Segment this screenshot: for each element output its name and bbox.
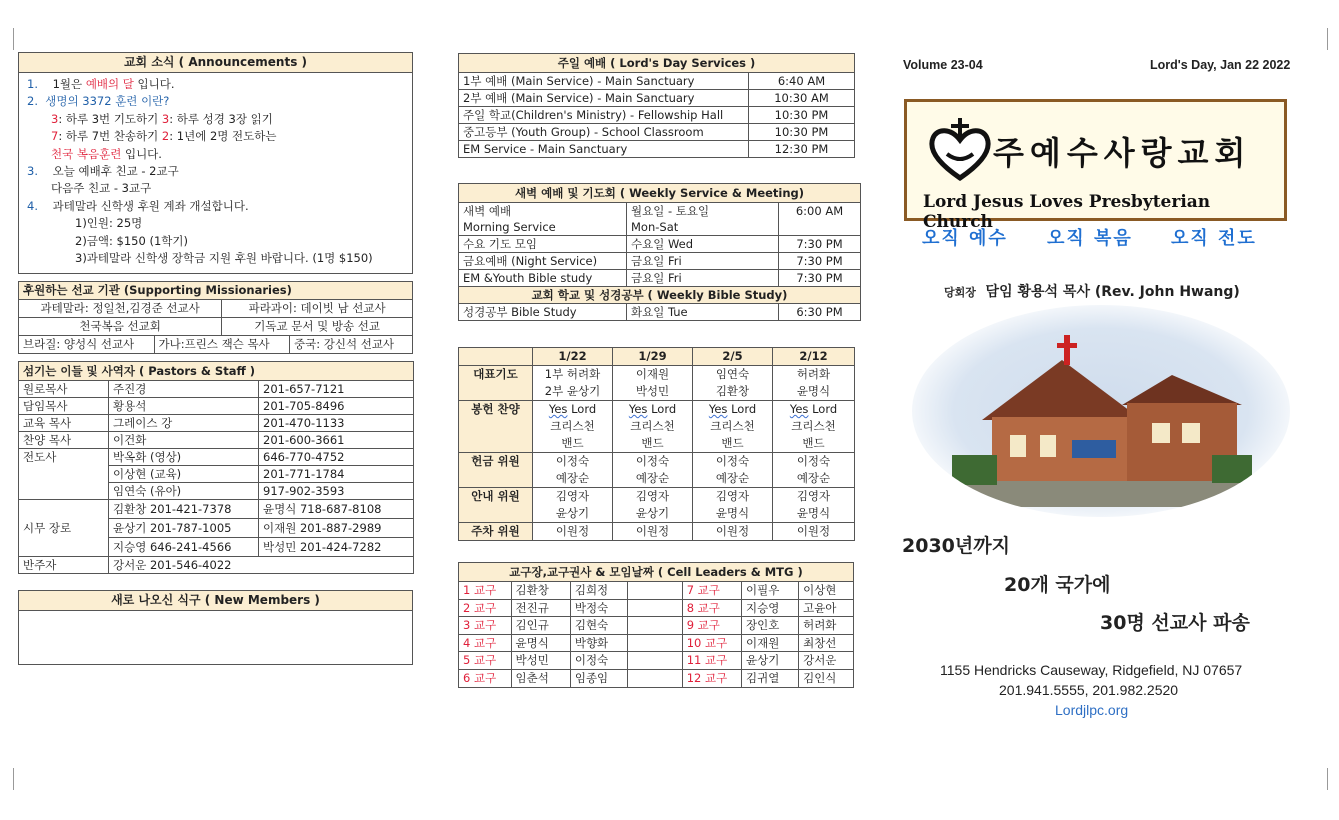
lords-day-title: 주일 예배 ( Lord's Day Services ) <box>459 54 855 73</box>
service-time: 7:30 PM <box>779 236 861 253</box>
staff-role: 시무 장로 <box>19 500 109 557</box>
duty-name: 김환창 <box>715 384 750 398</box>
duty-name: 김영자 <box>555 489 590 503</box>
duty-name: 크리스천 <box>550 419 595 433</box>
staff-name: 임연숙 (유아) <box>109 483 259 500</box>
duty-cell <box>773 366 855 401</box>
announcement-1 <box>27 76 404 93</box>
pastor-line <box>944 281 1240 301</box>
elder-entry: 윤상기 201-787-1005 <box>109 519 259 538</box>
date-header: 2/5 <box>693 348 773 366</box>
service-day: 월요일 - 토요일 <box>631 204 710 218</box>
cell-group: 11 교구 <box>682 652 741 670</box>
empty-cell <box>627 652 682 670</box>
row-label: 헌금 위원 <box>459 453 533 488</box>
duty-cell <box>693 366 773 401</box>
cell-deaconess: 김희정 <box>570 582 627 600</box>
staff-name: 이건화 <box>109 432 259 449</box>
weekly-service-cell <box>459 203 627 236</box>
duty-name: 이재원 <box>635 367 670 381</box>
service-time: 10:30 PM <box>749 124 855 141</box>
service-time: 6:00 AM <box>779 203 861 236</box>
highlight-number: 3 <box>161 111 170 126</box>
announcement-2 <box>27 93 404 110</box>
missionaries-title: 후원하는 선교 기관 (Supporting Missionaries) <box>19 282 413 300</box>
highlight-number: 7 <box>51 129 59 144</box>
missionaries-box <box>18 281 413 357</box>
new-members-box <box>18 590 413 665</box>
cell-leader: 윤명식 <box>511 634 570 652</box>
church-name-english: Lord Jesus Loves Presbyterian Church <box>923 192 1211 232</box>
duty-cell <box>533 401 613 453</box>
service-day-en: Mon-Sat <box>631 220 679 234</box>
lords-day-box <box>458 53 854 167</box>
service-day: 금요일 Fri <box>627 270 779 287</box>
duty-name: 임연숙 <box>715 367 750 381</box>
row-label: 봉헌 찬양 <box>459 401 533 453</box>
service-time: 10:30 PM <box>749 107 855 124</box>
cell-leaders-title: 교구장,교구권사 & 모임날짜 ( Cell Leaders & MTG ) <box>459 563 854 582</box>
service-time: 10:30 AM <box>749 90 855 107</box>
duty-name: Yes <box>628 402 648 416</box>
staff-role: 원로목사 <box>19 381 109 398</box>
cell-leader: 임춘석 <box>511 669 570 687</box>
staff-table <box>18 361 414 574</box>
staff-role: 반주자 <box>19 557 109 574</box>
missionary-cell: 파라과이: 데이빗 남 선교사 <box>222 300 413 318</box>
duty-name: Lord <box>567 402 597 416</box>
highlight-text: 예배의 달 <box>85 77 134 91</box>
duty-name: 예장순 <box>635 471 670 485</box>
cell-deaconess: 박정숙 <box>570 599 627 617</box>
duty-name: 이원정 <box>533 523 613 541</box>
church-address: 1155 Hendricks Causeway, Ridgefield, NJ 07657 <box>940 662 1243 678</box>
duty-name: 이정숙 <box>796 454 831 468</box>
missionary-cell: 가나:프린스 잭슨 목사 <box>154 336 289 354</box>
cell-leader: 김귀열 <box>742 669 799 687</box>
duty-name: 윤명식 <box>796 506 831 520</box>
weekly-day-cell <box>627 203 779 236</box>
text: 생명의 3372 훈련 이란? <box>45 94 170 109</box>
crop-mark <box>1327 28 1328 50</box>
missionary-cell: 브라질: 양성식 선교사 <box>19 336 155 354</box>
corner-cell <box>459 348 533 366</box>
announcement-2b <box>27 128 404 145</box>
staff-phone: 201-470-1133 <box>259 415 414 432</box>
staff-phone: 201-705-8496 <box>259 398 414 415</box>
staff-phone: 201-771-1784 <box>259 466 414 483</box>
service-name: 중고등부 (Youth Group) - School Classroom <box>459 124 749 141</box>
cell-deaconess: 김현숙 <box>570 617 627 635</box>
announcement-4b: 2)금액: $150 (1학기) <box>75 233 188 248</box>
duty-name: 윤명식 <box>715 506 750 520</box>
duty-schedule-table <box>458 347 855 541</box>
cell-group: 2 교구 <box>459 599 512 617</box>
duty-name: 예장순 <box>796 471 831 485</box>
duty-name: 이정숙 <box>715 454 750 468</box>
text: 입니다. <box>133 77 175 91</box>
duty-cell <box>533 366 613 401</box>
staff-box <box>18 361 413 587</box>
service-name: EM Service - Main Sanctuary <box>459 141 749 158</box>
staff-role: 교육 목사 <box>19 415 109 432</box>
staff-name: 주진경 <box>109 381 259 398</box>
church-phone: 201.941.5555, 201.982.2520 <box>999 682 1179 698</box>
cell-group: 1 교구 <box>459 582 512 600</box>
highlight-text: 천국 복음훈련 <box>51 146 122 161</box>
vision-line-1: 2030년까지 <box>902 535 1010 557</box>
duty-cell <box>693 488 773 523</box>
date-header: 1/29 <box>613 348 693 366</box>
text: 오늘 예배후 친교 - 2교구 <box>52 164 179 179</box>
weekly-table <box>458 183 861 321</box>
cell-deaconess: 임종임 <box>570 669 627 687</box>
cell-leaders-table <box>458 562 854 688</box>
duty-name: Lord <box>808 402 838 416</box>
duty-name: 예장순 <box>555 471 590 485</box>
announcement-2a <box>27 111 404 128</box>
announcement-3 <box>27 163 404 180</box>
duty-name: 윤명식 <box>796 384 831 398</box>
text: : 1년에 2명 전도하는 <box>169 129 277 144</box>
duty-cell <box>773 453 855 488</box>
duty-name: Yes <box>548 402 568 416</box>
cell-leader: 이필우 <box>742 582 799 600</box>
staff-name: 박옥화 (영상) <box>109 449 259 466</box>
weekly-box <box>458 183 860 329</box>
date-header: 1/22 <box>533 348 613 366</box>
staff-phone: 201-600-3661 <box>259 432 414 449</box>
pastor-name: 담임 황용석 목사 (Rev. John Hwang) <box>985 284 1240 300</box>
duty-name: 박성민 <box>635 384 670 398</box>
service-time: 6:30 PM <box>779 304 861 321</box>
staff-phone: 201-657-7121 <box>259 381 414 398</box>
duty-name: Yes <box>789 402 809 416</box>
staff-role: 찬양 목사 <box>19 432 109 449</box>
cell-group: 6 교구 <box>459 669 512 687</box>
list-number: 4. <box>27 198 38 213</box>
announcement-4a: 1)인원: 25명 <box>75 216 143 231</box>
announcements-title: 교회 소식 ( Announcements ) <box>19 53 412 73</box>
duty-name: 김영자 <box>635 489 670 503</box>
duty-name: 김영자 <box>796 489 831 503</box>
duty-cell <box>613 453 693 488</box>
duty-name: 밴드 <box>561 436 584 450</box>
highlight-number: 3 <box>51 111 59 126</box>
vision-line-2: 20개 국가에 <box>1004 574 1111 596</box>
duty-cell <box>613 488 693 523</box>
duty-name: 2부 윤상기 <box>544 384 601 398</box>
missionary-cell: 천국복음 선교회 <box>19 318 222 336</box>
service-name: 1부 예배 (Main Service) - Main Sanctuary <box>459 73 749 90</box>
duty-name: 이정숙 <box>635 454 670 468</box>
text: : 하루 3번 기도하기 <box>58 111 162 126</box>
crop-mark <box>1327 768 1328 790</box>
duty-name: Lord <box>727 402 757 416</box>
cell-group: 10 교구 <box>682 634 741 652</box>
duty-cell <box>533 453 613 488</box>
service-name: 새벽 예배 <box>463 204 512 218</box>
crop-mark <box>13 768 14 790</box>
duty-cell <box>693 453 773 488</box>
cell-leader: 박성민 <box>511 652 570 670</box>
empty-cell <box>627 669 682 687</box>
duty-name: Lord <box>647 402 677 416</box>
duty-name: 김영자 <box>715 489 750 503</box>
cell-group: 9 교구 <box>682 617 741 635</box>
service-name: 성경공부 Bible Study <box>459 304 627 321</box>
empty-cell <box>627 634 682 652</box>
church-name-korean: 주예수사랑교회 <box>993 134 1252 172</box>
date-header: 2/12 <box>773 348 855 366</box>
staff-title: 섬기는 이들 및 사역자 ( Pastors & Staff ) <box>19 362 414 381</box>
staff-role: 담임목사 <box>19 398 109 415</box>
duty-cell <box>693 401 773 453</box>
slogan-gospel: 오직 복음 <box>1047 228 1133 249</box>
duty-name: 이원정 <box>693 523 773 541</box>
announcement-4c: 3)과테말라 신학생 장학금 지원 후원 바랍니다. (1명 $150) <box>75 251 373 266</box>
announcements-box <box>18 52 413 274</box>
service-day: 화요일 Tue <box>627 304 779 321</box>
missionary-cell: 과테말라: 정일천,김경준 선교사 <box>19 300 222 318</box>
service-name-en: Morning Service <box>463 220 556 234</box>
duty-name: 이원정 <box>773 523 855 541</box>
staff-name: 이상현 (교육) <box>109 466 259 483</box>
list-number: 2. <box>27 94 38 109</box>
duty-cell <box>533 488 613 523</box>
duty-name: 이원정 <box>613 523 693 541</box>
duty-name: 허려화 <box>796 367 831 381</box>
service-name: 금요예배 (Night Service) <box>459 253 627 270</box>
duty-cell <box>773 401 855 453</box>
duty-cell <box>773 488 855 523</box>
staff-name: 그레이스 강 <box>109 415 259 432</box>
pastor-title-small: 당회장 <box>944 286 976 299</box>
duty-name: Yes <box>708 402 728 416</box>
crop-mark <box>13 28 14 50</box>
missionary-cell: 중국: 강신석 선교사 <box>289 336 412 354</box>
church-building-image <box>912 305 1290 517</box>
announcement-2c <box>27 146 404 163</box>
missionaries-table <box>18 281 413 354</box>
announcement-3b: 다음주 친교 - 3교구 <box>51 181 152 196</box>
row-label: 대표기도 <box>459 366 533 401</box>
duty-name: 크리스천 <box>630 419 675 433</box>
row-label: 안내 위원 <box>459 488 533 523</box>
cell-deaconess: 이정숙 <box>570 652 627 670</box>
weekly-title: 새벽 예배 및 기도회 ( Weekly Service & Meeting) <box>459 184 861 203</box>
lords-day-table <box>458 53 855 158</box>
staff-phone: 646-770-4752 <box>259 449 414 466</box>
cell-leader: 지승영 <box>742 599 799 617</box>
cell-group: 3 교구 <box>459 617 512 635</box>
duty-name: 이정숙 <box>555 454 590 468</box>
service-name: 2부 예배 (Main Service) - Main Sanctuary <box>459 90 749 107</box>
empty-cell <box>627 582 682 600</box>
cell-leader: 김환창 <box>511 582 570 600</box>
cell-group: 12 교구 <box>682 669 741 687</box>
cell-group: 5 교구 <box>459 652 512 670</box>
cell-group: 4 교구 <box>459 634 512 652</box>
vision-line-3: 30명 선교사 파송 <box>1100 612 1250 634</box>
service-day: 수요일 Wed <box>627 236 779 253</box>
row-label: 주차 위원 <box>459 523 533 541</box>
service-name: 주일 학교(Children's Ministry) - Fellowship Hall <box>459 107 749 124</box>
cell-deaconess: 허려화 <box>799 617 854 635</box>
cell-leader: 윤상기 <box>742 652 799 670</box>
new-members-title: 새로 나오신 식구 ( New Members ) <box>19 591 412 611</box>
volume-label: Volume 23-04 <box>903 58 983 72</box>
service-day: 금요일 Fri <box>627 253 779 270</box>
service-time: 6:40 AM <box>749 73 855 90</box>
cells-box <box>458 562 854 689</box>
text: 1월은 <box>52 77 86 91</box>
elder-entry: 이재원 201-887-2989 <box>259 519 414 538</box>
elder-entry: 김환창 201-421-7378 <box>109 500 259 519</box>
list-number: 1. <box>27 77 38 91</box>
cell-deaconess: 강서운 <box>799 652 854 670</box>
bible-study-title: 교회 학교 및 성경공부 ( Weekly Bible Study) <box>459 287 861 304</box>
elder-entry: 박성민 201-424-7282 <box>259 538 414 557</box>
schedule-box <box>458 347 854 550</box>
date-label: Lord's Day, Jan 22 2022 <box>1150 58 1291 72</box>
duty-name: 크리스천 <box>791 419 836 433</box>
staff-phone: 917-902-3593 <box>259 483 414 500</box>
cell-group: 8 교구 <box>682 599 741 617</box>
empty-cell <box>627 617 682 635</box>
cell-leader: 전진규 <box>511 599 570 617</box>
duty-name: 윤상기 <box>635 506 670 520</box>
text: : 하루 7번 찬송하기 <box>58 129 162 144</box>
missionary-cell: 기독교 문서 및 방송 선교 <box>222 318 413 336</box>
duty-name: 밴드 <box>721 436 744 450</box>
service-name: 수요 기도 모임 <box>459 236 627 253</box>
duty-name: 윤상기 <box>555 506 590 520</box>
elder-entry: 윤명식 718-687-8108 <box>259 500 414 519</box>
church-logo <box>904 99 1287 232</box>
duty-name: 밴드 <box>641 436 664 450</box>
cell-leader: 김인규 <box>511 617 570 635</box>
cell-leader: 장인호 <box>742 617 799 635</box>
cell-group: 7 교구 <box>682 582 741 600</box>
highlight-number: 2 <box>161 129 170 144</box>
church-photo <box>912 305 1290 517</box>
announcement-4 <box>27 198 404 215</box>
text: 입니다. <box>121 146 162 161</box>
announcements-body <box>19 73 412 270</box>
slogan-jesus: 오직 예수 <box>922 228 1008 249</box>
service-time: 7:30 PM <box>779 253 861 270</box>
church-website[interactable]: Lordjlpc.org <box>1055 702 1129 718</box>
cell-deaconess: 박향화 <box>570 634 627 652</box>
staff-role: 전도사 <box>19 449 109 500</box>
cell-deaconess: 최창선 <box>799 634 854 652</box>
duty-name: 크리스천 <box>710 419 755 433</box>
elder-entry: 지승영 646-241-4566 <box>109 538 259 557</box>
duty-name: 1부 허려화 <box>544 367 601 381</box>
empty-cell <box>627 599 682 617</box>
staff-name: 황용석 <box>109 398 259 415</box>
slogan-evangelism: 오직 전도 <box>1171 228 1257 249</box>
duty-cell <box>613 366 693 401</box>
service-name: EM &Youth Bible study <box>459 270 627 287</box>
cell-deaconess: 김인식 <box>799 669 854 687</box>
duty-name: 밴드 <box>802 436 825 450</box>
service-time: 12:30 PM <box>749 141 855 158</box>
list-number: 3. <box>27 164 38 179</box>
duty-cell <box>613 401 693 453</box>
text: : 하루 성경 3장 읽기 <box>169 111 273 126</box>
text: 과테말라 신학생 후원 계좌 개설합니다. <box>52 198 249 213</box>
service-time: 7:30 PM <box>779 270 861 287</box>
duty-name: 예장순 <box>715 471 750 485</box>
cell-leader: 이재원 <box>742 634 799 652</box>
cell-deaconess: 고윤아 <box>799 599 854 617</box>
cell-deaconess: 이상현 <box>799 582 854 600</box>
staff-name: 강서운 201-546-4022 <box>109 557 414 574</box>
heart-cross-icon <box>925 116 995 186</box>
